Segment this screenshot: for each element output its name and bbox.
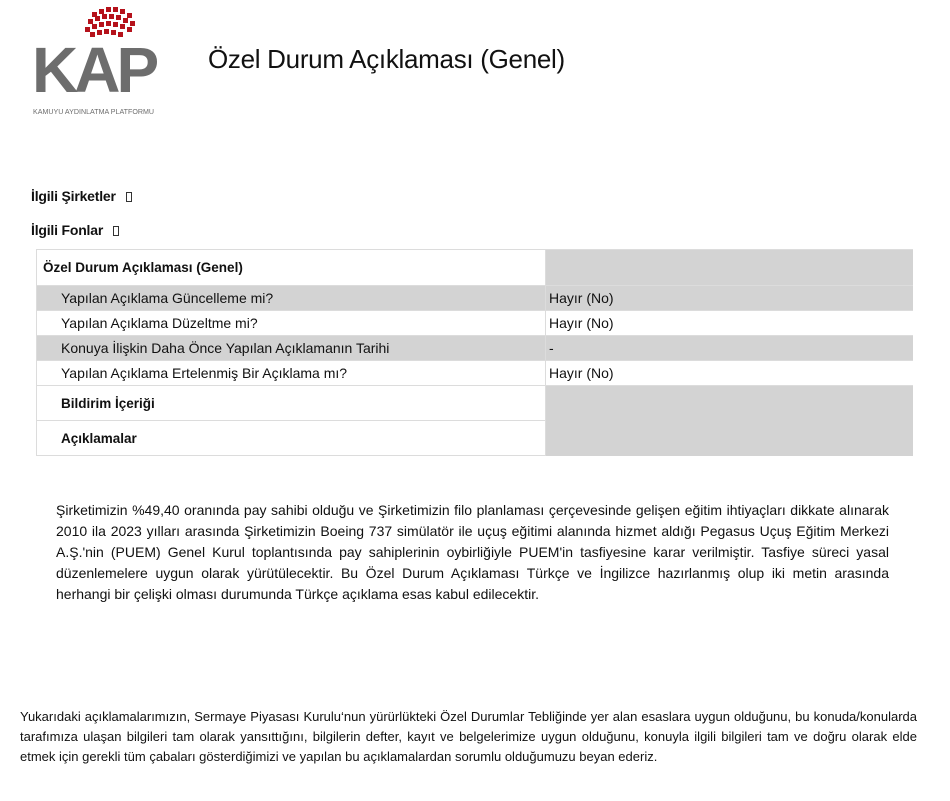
- row-answer: Hayır (No): [546, 286, 913, 310]
- row-question: Konuya İlişkin Daha Önce Yapılan Açıklamanın Tarihi: [37, 336, 546, 360]
- row-question: Yapılan Açıklama Ertelenmiş Bir Açıklama mı?: [37, 361, 546, 385]
- notification-section: [37, 386, 913, 456]
- disclaimer-text: Yukarıdaki açıklamalarımızın, Sermaye Piyasası Kurulu‘nun yürürlükteki Özel Durumlar Tebliğinde yer alan esaslara uygun olduğunu, bu konuda/konularda tarafımıza ulaşan bilgileri tam olarak yansıttığını, bilgilerin defter, kayıt ve belgelerimize uygun olduğunu, konuyla ilgili bilgileri tam ve doğru olarak elde etmek için gerekli tüm çabaları gösterdiğimizi ve yapılan bu açıklamalardan sorumlu olduğumuzu beyan ederiz.: [20, 709, 917, 764]
- expand-icon[interactable]: [126, 192, 132, 202]
- table-row: [37, 311, 913, 336]
- table-row: [37, 361, 913, 386]
- table-heading-value: [546, 250, 913, 285]
- explanations-label: Açıklamalar: [37, 421, 545, 456]
- page-title: Özel Durum Açıklaması (Genel): [208, 44, 565, 74]
- notification-labels: [37, 386, 546, 456]
- row-answer: -: [546, 336, 913, 360]
- disclosure-body: Şirketimizin %49,40 oranında pay sahibi olduğu ve Şirketimizin filo planlaması çerçevesinde gelişen eğitim ihtiyaçları dikkate alınarak 2010 ila 2023 yılları arasında Şirketimizin Boeing 737 simülatör ile uçuş eğitimi alanında hizmet aldığı Pegasus Uçuş Eğitim Merkezi A.Ş.'nin (PUEM) Genel Kurul toplantısında pay sahiplerinin oybirliğiyle PUEM'in tasfiyesine karar verilmiştir. Tasfiye süreci yasal düzenlemelere uygun olarak yürütülecektir. Bu Özel Durum Açıklaması Türkçe ve İngilizce hazırlanmış olup iki metin arasında herhangi bir çelişki olması durumunda Türkçe açıklama esas kabul edilecektir.: [56, 502, 889, 602]
- related-funds[interactable]: [31, 222, 119, 238]
- expand-icon[interactable]: [113, 226, 119, 236]
- row-answer: Hayır (No): [549, 365, 614, 381]
- disclosure-table: [36, 249, 913, 456]
- table-row: [37, 336, 913, 361]
- kap-logo: [30, 4, 180, 119]
- row-answer: Hayır (No): [549, 315, 614, 331]
- logo-subtitle: KAMUYU AYDINLATMA PLATFORMU: [33, 108, 155, 116]
- logo-globe-grid: [85, 7, 135, 37]
- related-companies[interactable]: [31, 188, 132, 204]
- logo-wordmark: KAP: [32, 34, 156, 106]
- table-heading: Özel Durum Açıklaması (Genel): [37, 250, 546, 285]
- table-heading-row: [37, 250, 913, 286]
- row-question: Yapılan Açıklama Güncelleme mi?: [37, 286, 546, 310]
- notification-values: [546, 386, 913, 456]
- related-funds-label: İlgili Fonlar: [31, 222, 104, 238]
- row-question: Yapılan Açıklama Düzeltme mi?: [37, 311, 546, 335]
- related-companies-label: İlgili Şirketler: [31, 188, 116, 204]
- kap-logo-mark: [30, 4, 180, 119]
- notification-content-label: Bildirim İçeriği: [37, 386, 545, 421]
- table-row: [37, 286, 913, 311]
